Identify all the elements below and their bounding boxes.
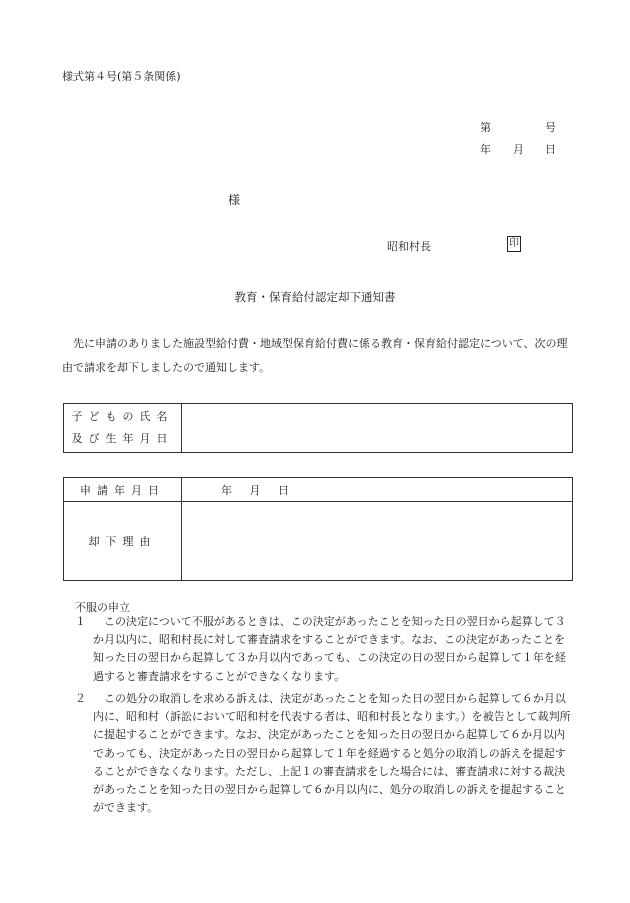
- application-date-label: 申請年月日: [64, 478, 182, 502]
- child-name-birthdate-value: [182, 404, 573, 453]
- intro-paragraph: 先に申請のありました施設型給付費・地域型保育給付費に係る教育・保育給付認定について、次の理由で請求を却下しましたので通知します。: [62, 337, 568, 374]
- appeal-item-text: この処分の取消しを求める訴えは、決定があったことを知った日の翌日から起算して６か月以内に、昭和村（訴訟において昭和村を代表する者は、昭和村長となります。）を被告として裁判所に提起することができます。なお、決定があったことを知った日の翌日から起算して６か月以内であっても、決定があった日の翌日から起算して１年を経過すると処分の取消しの訴えを提起することができなくなります。ただし、上記１の審査請求をした場合には、審査請求に対する裁決があったことを知った日の翌日から起算して６か月以内に、処分の取消しの訴えを提起することができます。: [93, 692, 571, 815]
- appeal-item-number: １: [75, 615, 86, 628]
- appeal-item-text: この決定について不服があるときは、この決定があったことを知った日の翌日から起算して３か月以内に、昭和村長に対して審査請求をすることができます。なお、この決定があったことを知った日の翌日から起算して３か月以内であっても、この決定の日の翌日から起算して１年を経過すると審査請求をすることができなくなります。: [93, 615, 566, 683]
- rejection-reason-value: [182, 502, 573, 581]
- document-number-suffix: 号: [545, 121, 556, 134]
- seal-stamp: 印: [507, 236, 521, 252]
- form-label: 様式第４号(第５条関係): [62, 70, 181, 83]
- child-name-label-line2: 及び生年月日: [71, 432, 174, 445]
- date-month-label: 月: [513, 143, 524, 156]
- child-name-birthdate-label: [64, 404, 182, 453]
- date-day-label: 日: [545, 143, 556, 156]
- appeal-item: [75, 613, 571, 686]
- document-title: 教育・保育給付認定却下通知書: [234, 290, 396, 304]
- issuer-name: 昭和村長: [387, 240, 431, 253]
- appeal-item-number: ２: [75, 692, 86, 705]
- application-date-year: 年: [221, 483, 232, 497]
- application-date-month: 月: [249, 483, 261, 497]
- rejection-reason-label: 却下理由: [64, 502, 182, 581]
- application-table: [63, 477, 573, 581]
- date-year-label: 年: [480, 143, 491, 156]
- application-date-day: 日: [278, 483, 289, 497]
- child-name-label-line1: 子どもの氏名: [71, 410, 174, 423]
- document-number-prefix: 第: [480, 121, 491, 134]
- application-date-value: [182, 478, 573, 502]
- addressee-suffix: 様: [228, 193, 241, 207]
- child-info-table: [63, 403, 573, 453]
- appeal-heading: 不服の申立: [75, 601, 130, 614]
- appeal-item: [75, 690, 571, 817]
